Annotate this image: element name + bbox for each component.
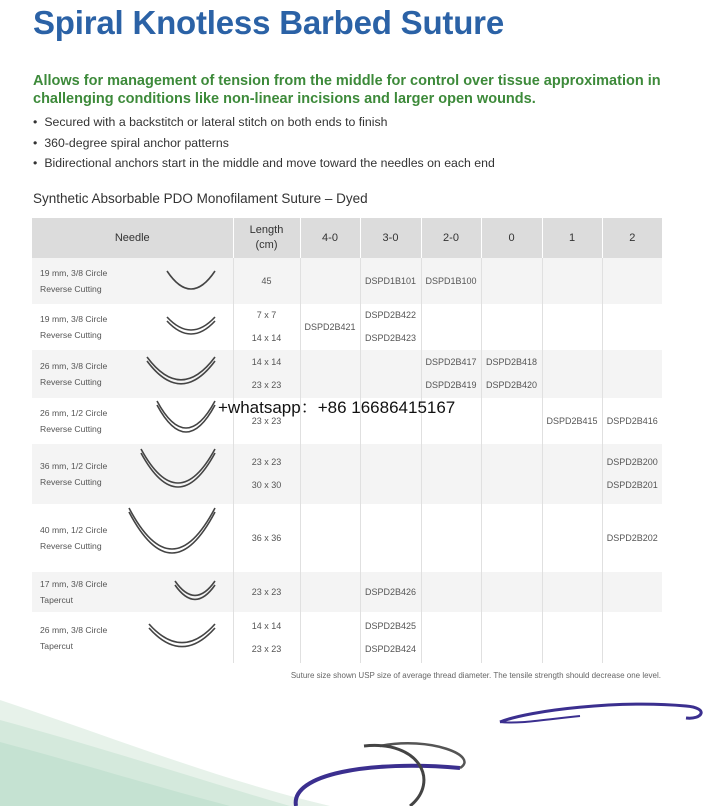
double-arc-needle-icon	[127, 506, 217, 570]
needle-spec: 40 mm, 1/2 Circle	[40, 525, 108, 535]
needle-type: Reverse Cutting	[40, 477, 102, 487]
needle-spec: 17 mm, 3/8 Circle	[40, 579, 108, 589]
length-cell: 14 x 14 23 x 23	[233, 612, 300, 663]
size-2-0-cell	[421, 572, 481, 612]
suture-table	[32, 218, 662, 663]
size-0-cell	[481, 612, 542, 663]
size-1-cell	[542, 350, 602, 398]
size-1-cell	[542, 444, 602, 504]
feature-item: • 360-degree spiral anchor patterns	[33, 133, 495, 154]
size-4-0-cell: DSPD2B421	[300, 304, 360, 350]
table-subtitle: Synthetic Absorbable PDO Monofilament Suture – Dyed	[33, 191, 368, 206]
size-2-cell: DSPD2B200 DSPD2B201	[602, 444, 662, 504]
size-2-cell: DSPD2B416	[602, 398, 662, 444]
needle-type: Tapercut	[40, 640, 73, 651]
size-2-cell: DSPD2B202	[602, 504, 662, 572]
size-0-cell	[481, 304, 542, 350]
needle-type: Reverse Cutting	[40, 284, 102, 294]
size-0-cell	[481, 258, 542, 304]
length-cell: 7 x 7 14 x 14	[233, 304, 300, 350]
suture-product-image	[290, 690, 716, 806]
size-4-0-cell	[300, 572, 360, 612]
table-row	[32, 612, 662, 663]
footnote: Suture size shown USP size of average thread diameter. The tensile strength should decrease one level.	[290, 671, 661, 680]
length-cell: 23 x 23	[233, 398, 300, 444]
header-size-0: 0	[481, 218, 542, 258]
needle-label	[40, 576, 107, 608]
size-4-0-cell	[300, 444, 360, 504]
table-row	[32, 504, 662, 572]
header-size-3-0: 3-0	[360, 218, 421, 258]
needle-type: Reverse Cutting	[40, 377, 102, 387]
size-2-0-cell	[421, 304, 481, 350]
needle-cell	[32, 572, 233, 612]
size-3-0-cell	[360, 504, 421, 572]
size-3-0-cell: DSPD2B422 DSPD2B423	[360, 304, 421, 350]
size-3-0-cell: DSPD2B425 DSPD2B424	[360, 612, 421, 663]
header-size-2: 2	[602, 218, 662, 258]
size-2-cell	[602, 304, 662, 350]
length-cell: 36 x 36	[233, 504, 300, 572]
length-cell: 45	[233, 258, 300, 304]
table-row	[32, 572, 662, 612]
size-3-0-cell	[360, 444, 421, 504]
needle-spec: 36 mm, 1/2 Circle	[40, 461, 108, 471]
needle-label	[40, 358, 107, 390]
double-arc-needle-icon	[173, 579, 217, 605]
needle-cell	[32, 444, 233, 504]
header-size-2-0: 2-0	[421, 218, 481, 258]
table-row	[32, 444, 662, 504]
size-1-cell	[542, 572, 602, 612]
length-cell: 23 x 23	[233, 572, 300, 612]
feature-list	[33, 112, 495, 174]
needle-cell	[32, 398, 233, 444]
needle-type: Reverse Cutting	[40, 330, 102, 340]
needle-type: Reverse Cutting	[40, 541, 102, 551]
size-2-cell	[602, 612, 662, 663]
size-0-cell	[481, 504, 542, 572]
size-3-0-cell: DSPD2B426	[360, 572, 421, 612]
feature-item: • Bidirectional anchors start in the middle and move toward the needles on each end	[33, 153, 495, 174]
needle-cell	[32, 504, 233, 572]
length-cell: 14 x 14 23 x 23	[233, 350, 300, 398]
contact-watermark: +whatsapp：+86 16686415167	[218, 398, 456, 417]
needle-label	[40, 265, 107, 297]
size-4-0-cell	[300, 350, 360, 398]
double-arc-needle-icon	[155, 399, 217, 443]
needle-cell	[32, 304, 233, 350]
needle-cell	[32, 258, 233, 304]
needle-spec: 26 mm, 1/2 Circle	[40, 408, 108, 418]
needle-cell	[32, 350, 233, 398]
size-4-0-cell	[300, 504, 360, 572]
size-3-0-cell: DSPD1B101	[360, 258, 421, 304]
size-2-cell	[602, 350, 662, 398]
size-0-cell: DSPD2B418 DSPD2B420	[481, 350, 542, 398]
intro-text: Allows for management of tension from the middle for control over tissue approximation in challenging conditions like non-linear incisions and larger open wounds.	[33, 73, 661, 107]
needle-cell	[32, 612, 233, 663]
size-4-0-cell	[300, 258, 360, 304]
needle-label	[40, 522, 107, 554]
needle-spec: 19 mm, 3/8 Circle	[40, 268, 108, 278]
size-2-cell	[602, 258, 662, 304]
double-arc-needle-icon	[165, 315, 217, 339]
size-1-cell	[542, 258, 602, 304]
table-row	[32, 258, 662, 304]
header-size-1: 1	[542, 218, 602, 258]
needle-label	[40, 458, 107, 490]
size-1-cell	[542, 612, 602, 663]
table-row	[32, 350, 662, 398]
size-2-0-cell: DSPD2B417 DSPD2B419	[421, 350, 481, 398]
needle-spec: 26 mm, 3/8 Circle	[40, 624, 108, 635]
size-2-0-cell	[421, 612, 481, 663]
needle-label	[40, 405, 107, 437]
needle-spec: 19 mm, 3/8 Circle	[40, 314, 108, 324]
size-1-cell	[542, 504, 602, 572]
double-arc-needle-icon	[147, 622, 217, 654]
needle-label	[40, 622, 107, 654]
size-1-cell	[542, 304, 602, 350]
needle-type: Tapercut	[40, 595, 73, 605]
feature-item: • Secured with a backstitch or lateral stitch on both ends to finish	[33, 112, 495, 133]
table-header-row	[32, 218, 662, 258]
header-length: Length (cm)	[233, 218, 300, 258]
header-size-4-0: 4-0	[300, 218, 360, 258]
size-1-cell: DSPD2B415	[542, 398, 602, 444]
double-arc-needle-icon	[139, 447, 217, 501]
size-4-0-cell	[300, 612, 360, 663]
needle-label	[40, 311, 107, 343]
size-2-cell	[602, 572, 662, 612]
size-2-0-cell	[421, 504, 481, 572]
double-arc-needle-icon	[145, 355, 217, 393]
needle-spec: 26 mm, 3/8 Circle	[40, 361, 108, 371]
needle-type: Reverse Cutting	[40, 424, 102, 434]
size-2-0-cell	[421, 444, 481, 504]
size-2-0-cell: DSPD1B100	[421, 258, 481, 304]
header-needle: Needle	[32, 218, 233, 258]
size-3-0-cell	[360, 350, 421, 398]
size-0-cell	[481, 572, 542, 612]
single-arc-needle-icon	[165, 269, 217, 293]
size-0-cell	[481, 398, 542, 444]
length-cell: 23 x 23 30 x 30	[233, 444, 300, 504]
table-row	[32, 304, 662, 350]
size-0-cell	[481, 444, 542, 504]
page-title: Spiral Knotless Barbed Suture	[33, 4, 504, 41]
